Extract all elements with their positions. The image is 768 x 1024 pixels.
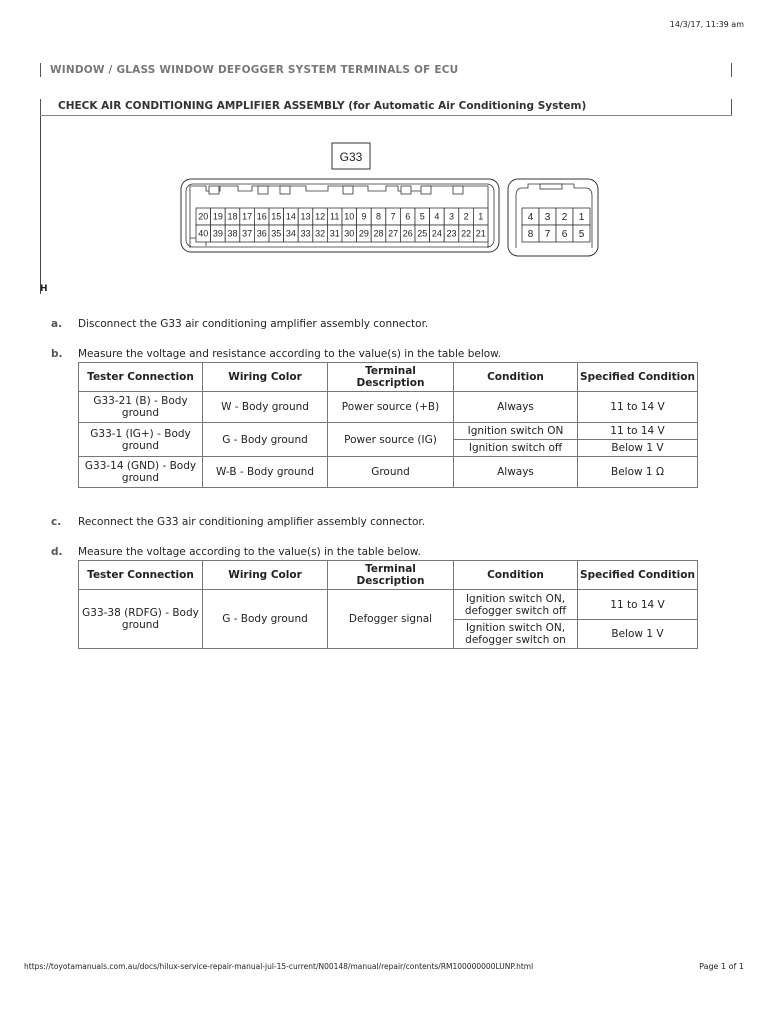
cell-spec: Below 1 V (578, 620, 698, 649)
cell-wiring: W - Body ground (203, 392, 328, 423)
pin-34 (284, 225, 299, 242)
step-label: a. (51, 318, 63, 330)
pin-36 (254, 225, 269, 242)
col-tester-connection: Tester Connection (79, 561, 203, 590)
figure-marker: H (40, 284, 48, 294)
pin-5 (415, 208, 430, 225)
svg-text:31: 31 (329, 228, 340, 239)
step-b (51, 348, 731, 362)
svg-text:33: 33 (300, 228, 311, 239)
col-condition: Condition (454, 363, 578, 392)
pin-32 (313, 225, 328, 242)
col-condition: Condition (454, 561, 578, 590)
pin-23 (444, 225, 459, 242)
cell-wiring: W-B - Body ground (203, 457, 328, 488)
col-wiring-color: Wiring Color (203, 363, 328, 392)
svg-text:6: 6 (561, 229, 568, 241)
svg-text:3: 3 (448, 211, 455, 222)
svg-text:15: 15 (271, 211, 282, 222)
pin-28 (371, 225, 386, 242)
cell-spec: Below 1 Ω (578, 457, 698, 488)
pin-37 (240, 225, 255, 242)
cell-tester: G33-21 (B) - Body ground (79, 392, 203, 423)
step-text: Measure the voltage and resistance according to the value(s) in the table below. (78, 348, 502, 360)
voltage-table (78, 560, 698, 649)
svg-text:16: 16 (256, 211, 267, 222)
pin-15 (269, 208, 284, 225)
pin-40 (196, 225, 211, 242)
col-terminal-description: Terminal Description (328, 363, 454, 392)
svg-text:1: 1 (478, 211, 484, 222)
cell-spec: 11 to 14 V (578, 423, 698, 440)
svg-text:20: 20 (198, 211, 209, 222)
cell-condition: Ignition switch ON, defogger switch on (454, 620, 578, 649)
svg-text:36: 36 (256, 228, 267, 239)
svg-text:11: 11 (330, 211, 340, 222)
svg-text:29: 29 (358, 228, 369, 239)
pin-14 (284, 208, 299, 225)
cell-wiring: G - Body ground (203, 590, 328, 649)
cell-description: Defogger signal (328, 590, 454, 649)
small-pin-4 (522, 208, 539, 225)
left-margin-rule (40, 116, 41, 294)
step-label: b. (51, 348, 63, 360)
step-a (51, 318, 731, 332)
svg-text:28: 28 (373, 228, 384, 239)
svg-text:30: 30 (344, 228, 355, 239)
left-rule (40, 99, 41, 115)
col-specified-condition: Specified Condition (578, 561, 698, 590)
pin-4 (430, 208, 445, 225)
svg-text:14: 14 (285, 211, 296, 222)
cell-description: Power source (+B) (328, 392, 454, 423)
svg-text:2: 2 (463, 211, 469, 222)
small-pin-grid (522, 208, 590, 242)
cell-tester: G33-38 (RDFG) - Body ground (79, 590, 203, 649)
pin-21 (473, 225, 488, 242)
cell-condition: Ignition switch ON, defogger switch off (454, 590, 578, 620)
pin-33 (298, 225, 313, 242)
pin-6 (400, 208, 415, 225)
svg-text:9: 9 (361, 211, 367, 222)
pin-35 (269, 225, 284, 242)
cell-description: Ground (328, 457, 454, 488)
svg-text:8: 8 (527, 229, 534, 241)
col-tester-connection: Tester Connection (79, 363, 203, 392)
svg-text:5: 5 (419, 211, 425, 222)
pin-20 (196, 208, 211, 225)
table-row (79, 392, 698, 423)
small-pin-3 (539, 208, 556, 225)
svg-text:13: 13 (300, 211, 311, 222)
cell-condition: Ignition switch off (454, 440, 578, 457)
step-label: d. (51, 546, 63, 558)
cell-wiring: G - Body ground (203, 423, 328, 457)
pin-30 (342, 225, 357, 242)
svg-text:26: 26 (402, 228, 413, 239)
main-pin-grid (196, 208, 488, 242)
svg-text:10: 10 (344, 211, 355, 222)
right-rule (731, 99, 732, 115)
connector-diagram (176, 138, 604, 260)
pin-38 (225, 225, 240, 242)
svg-text:27: 27 (388, 228, 399, 239)
small-pin-1 (573, 208, 590, 225)
print-timestamp: 14/3/17, 11:39 am (669, 20, 744, 29)
table-row (79, 457, 698, 488)
cell-condition: Ignition switch ON (454, 423, 578, 440)
pin-17 (240, 208, 255, 225)
connector-label: G33 (339, 150, 363, 164)
svg-text:4: 4 (434, 211, 440, 222)
pin-31 (327, 225, 342, 242)
pin-11 (327, 208, 342, 225)
table-row (79, 590, 698, 620)
svg-text:40: 40 (198, 228, 209, 239)
section-heading (40, 99, 732, 116)
pin-9 (357, 208, 372, 225)
step-text: Reconnect the G33 air conditioning amplifier assembly connector. (78, 516, 426, 528)
col-terminal-description: Terminal Description (328, 561, 454, 590)
pin-1 (473, 208, 488, 225)
pin-26 (400, 225, 415, 242)
pin-8 (371, 208, 386, 225)
step-text: Disconnect the G33 air conditioning amplifier assembly connector. (78, 318, 429, 330)
pin-19 (211, 208, 226, 225)
pin-2 (459, 208, 474, 225)
small-pin-2 (556, 208, 573, 225)
step-d (51, 546, 731, 560)
left-rule (40, 63, 41, 77)
svg-text:7: 7 (390, 211, 396, 222)
cell-description: Power source (IG) (328, 423, 454, 457)
svg-text:38: 38 (227, 228, 238, 239)
pin-27 (386, 225, 401, 242)
svg-text:35: 35 (271, 228, 282, 239)
table-row (79, 423, 698, 440)
cell-spec: 11 to 14 V (578, 392, 698, 423)
svg-text:22: 22 (461, 228, 472, 239)
svg-text:39: 39 (212, 228, 223, 239)
cell-spec: Below 1 V (578, 440, 698, 457)
table-header-row (79, 363, 698, 392)
pin-10 (342, 208, 357, 225)
pin-25 (415, 225, 430, 242)
step-label: c. (51, 516, 62, 528)
svg-text:3: 3 (544, 212, 551, 224)
pin-18 (225, 208, 240, 225)
pin-39 (211, 225, 226, 242)
svg-text:25: 25 (417, 228, 428, 239)
step-text: Measure the voltage according to the value(s) in the table below. (78, 546, 421, 558)
cell-tester: G33-1 (IG+) - Body ground (79, 423, 203, 457)
pin-24 (430, 225, 445, 242)
breadcrumb[interactable]: WINDOW / GLASS WINDOW DEFOGGER SYSTEM TERMINALS OF ECU (50, 64, 459, 76)
footer-url[interactable]: https://toyotamanuals.com.au/docs/hilux-service-repair-manual-jul-15-current/N00148/manual/repair/contents/RM100000000LUNP.html (24, 962, 534, 971)
pin-12 (313, 208, 328, 225)
voltage-resistance-table (78, 362, 698, 488)
svg-text:21: 21 (475, 228, 486, 239)
svg-text:5: 5 (578, 229, 585, 241)
svg-text:18: 18 (227, 211, 238, 222)
pin-13 (298, 208, 313, 225)
pin-22 (459, 225, 474, 242)
svg-text:2: 2 (561, 212, 568, 224)
svg-text:4: 4 (527, 212, 534, 224)
svg-text:19: 19 (212, 211, 223, 222)
svg-text:32: 32 (315, 228, 326, 239)
small-pin-8 (522, 225, 539, 242)
col-specified-condition: Specified Condition (578, 363, 698, 392)
svg-text:37: 37 (242, 228, 253, 239)
small-pin-7 (539, 225, 556, 242)
small-pin-6 (556, 225, 573, 242)
cell-condition: Always (454, 392, 578, 423)
svg-text:12: 12 (315, 211, 326, 222)
svg-text:1: 1 (578, 212, 585, 224)
small-pin-5 (573, 225, 590, 242)
section-title: CHECK AIR CONDITIONING AMPLIFIER ASSEMBLY (for Automatic Air Conditioning System) (58, 100, 587, 112)
svg-text:8: 8 (375, 211, 382, 222)
svg-text:6: 6 (405, 211, 411, 222)
cell-tester: G33-14 (GND) - Body ground (79, 457, 203, 488)
step-c (51, 516, 731, 530)
svg-text:17: 17 (242, 211, 253, 222)
svg-text:7: 7 (544, 229, 551, 241)
footer-page-number: Page 1 of 1 (699, 962, 744, 971)
right-rule (731, 63, 732, 77)
col-wiring-color: Wiring Color (203, 561, 328, 590)
breadcrumb-bar (40, 63, 732, 77)
table-header-row (79, 561, 698, 590)
svg-text:23: 23 (446, 228, 457, 239)
pin-29 (357, 225, 372, 242)
pin-3 (444, 208, 459, 225)
pin-7 (386, 208, 401, 225)
cell-condition: Always (454, 457, 578, 488)
svg-text:24: 24 (431, 228, 442, 239)
svg-text:34: 34 (285, 228, 296, 239)
cell-spec: 11 to 14 V (578, 590, 698, 620)
pin-16 (254, 208, 269, 225)
